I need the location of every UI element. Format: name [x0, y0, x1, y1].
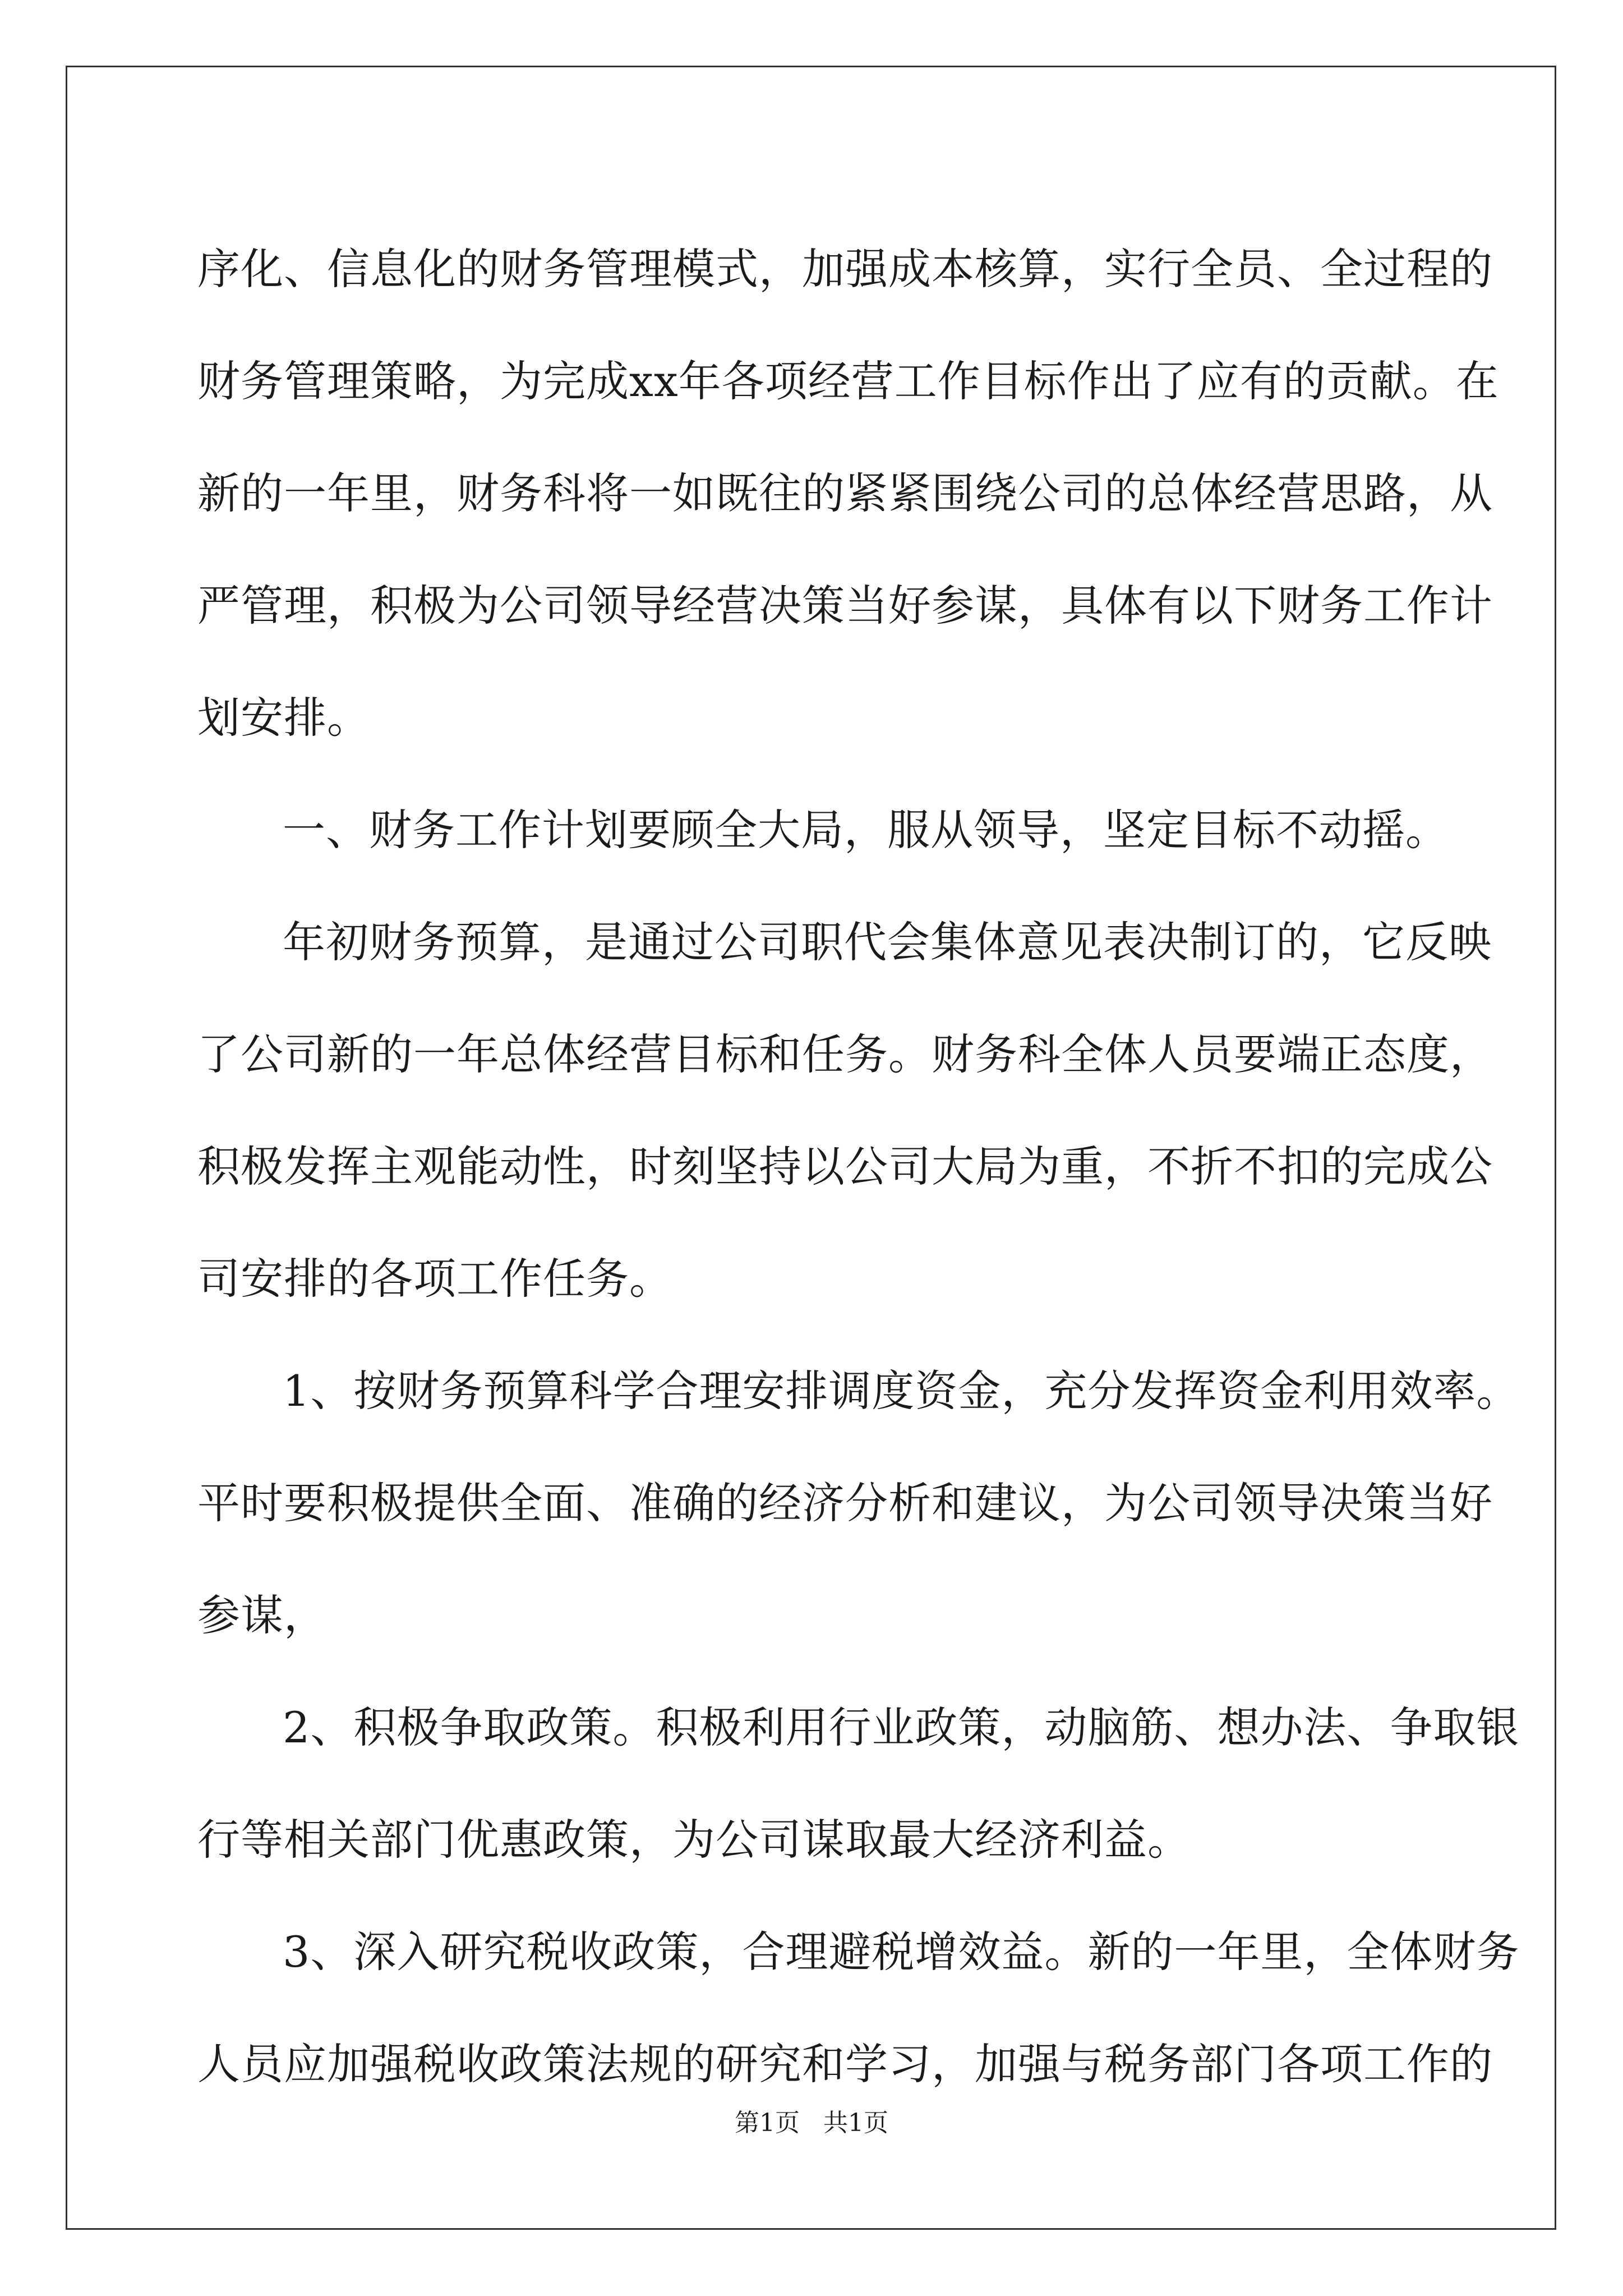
text-line: 年初财务预算，是通过公司职代会集体意见表决制订的，它反映	[283, 917, 1492, 967]
text-line: 平时要积极提供全面、准确的经济分析和建议，为公司领导决策当好	[197, 1478, 1493, 1528]
page-number-current: 第1页	[735, 2109, 800, 2137]
text-line: 积极发挥主观能动性，时刻坚持以公司大局为重，不折不扣的完成公	[197, 1142, 1493, 1191]
text-line: 严管理，积极为公司领导经营决策当好参谋，具体有以下财务工作计	[197, 581, 1493, 631]
text-line: 了公司新的一年总体经营目标和任务。财务科全体人员要端正态度，	[197, 1029, 1493, 1079]
page-number-total: 共1页	[823, 2109, 888, 2137]
text-line: 序化、信息化的财务管理模式，加强成本核算，实行全员、全过程的	[197, 244, 1493, 294]
text-line: 财务管理策略，为完成xx年各项经营工作目标作出了应有的贡献。在	[197, 356, 1499, 406]
text-line: 司安排的各项工作任务。	[197, 1254, 672, 1304]
document-body	[197, 213, 1520, 2120]
text-line: 划安排。	[197, 693, 370, 743]
text-line: 人员应加强税收政策法规的研究和学习，加强与税务部门各项工作的	[197, 2039, 1493, 2089]
page-footer	[0, 2106, 1623, 2140]
text-line: 1、按财务预算科学合理安排调度资金，充分发挥资金利用效率。	[283, 1366, 1520, 1416]
section-heading: 一、财务工作计划要顾全大局，服从领导，坚定目标不动摇。	[283, 805, 1449, 855]
text-line: 参谋，	[197, 1590, 327, 1640]
text-line: 3、深入研究税收政策，合理避税增效益。新的一年里，全体财务	[283, 1927, 1520, 1977]
text-line: 2、积极争取政策。积极利用行业政策，动脑筋、想办法、争取银	[283, 1703, 1520, 1752]
text-line: 行等相关部门优惠政策，为公司谋取最大经济利益。	[197, 1815, 1191, 1865]
text-line: 新的一年里，财务科将一如既往的紧紧围绕公司的总体经营思路，从	[197, 468, 1493, 518]
